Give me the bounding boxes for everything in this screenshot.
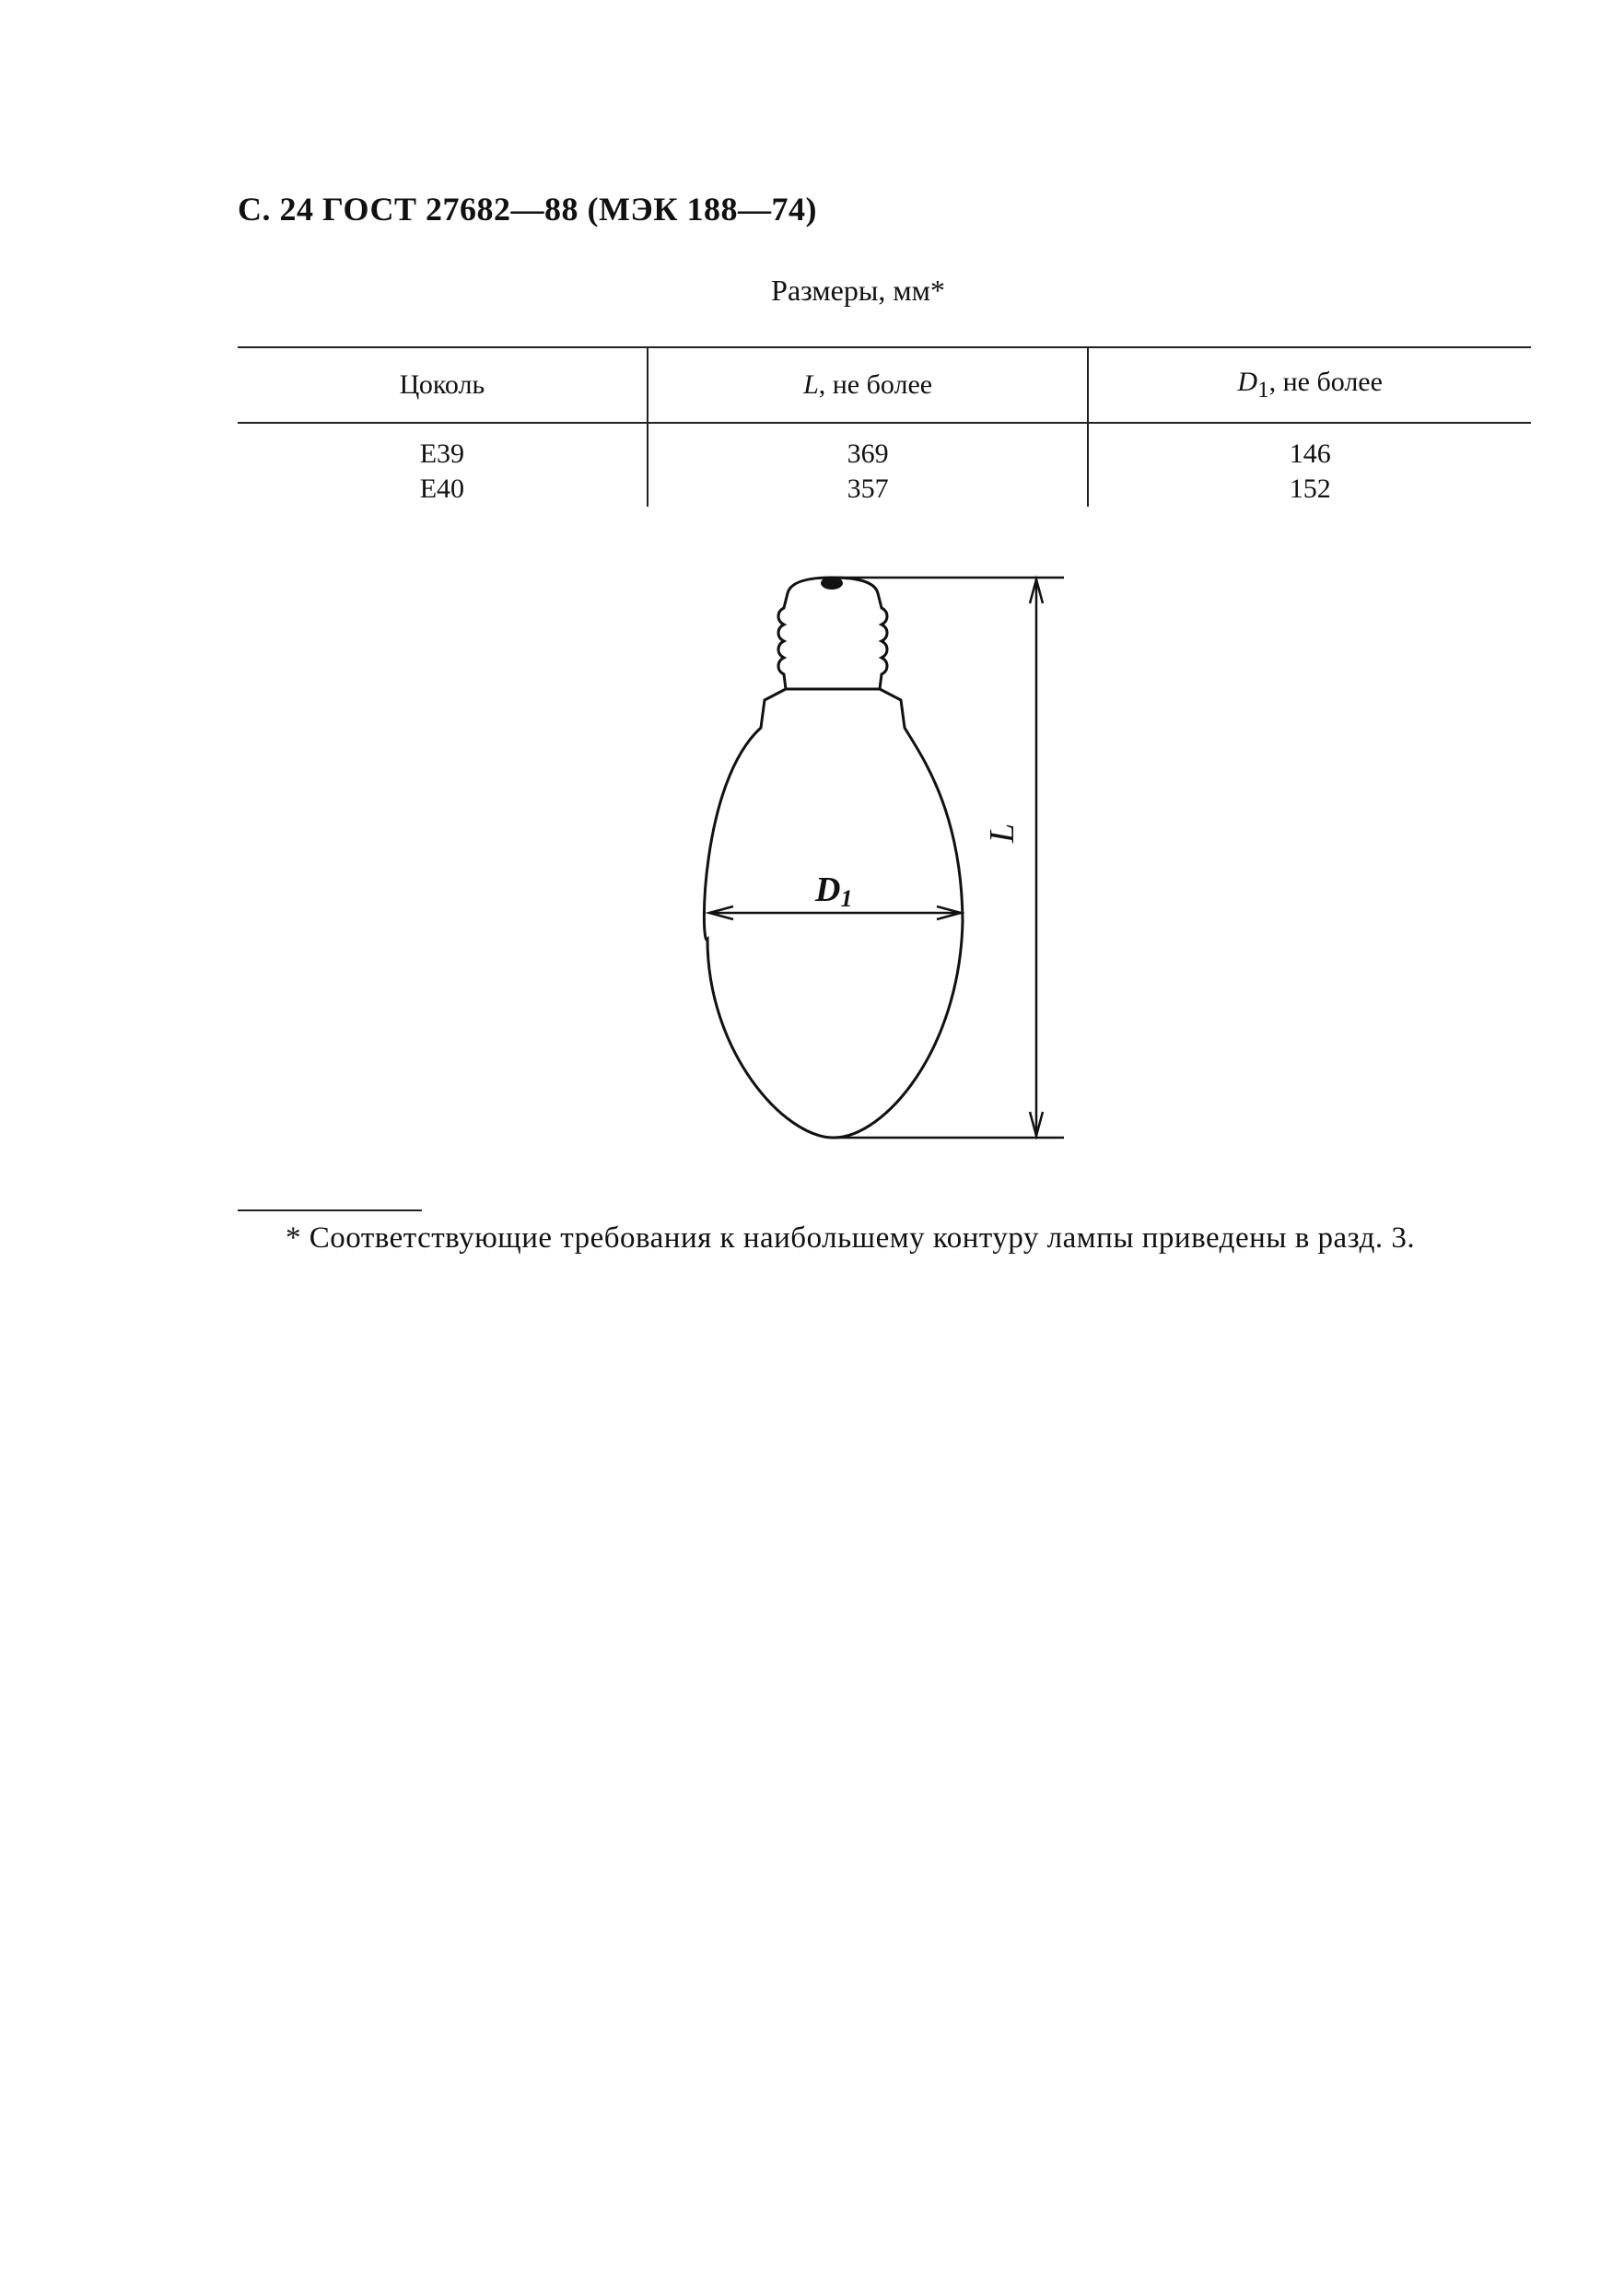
cell-base: E39 bbox=[238, 423, 648, 472]
cell-diameter: 146 bbox=[1289, 438, 1331, 469]
footnote: * Соответствующие требования к наибольшему контуру лампы приведены в разд. 3. bbox=[286, 1221, 1416, 1255]
diameter-label: D1 bbox=[815, 870, 853, 912]
cell-diameter: 152 bbox=[1289, 473, 1331, 504]
page-header: С. 24 ГОСТ 27682—88 (МЭК 188—74) bbox=[238, 191, 817, 228]
table-caption: Размеры, мм* bbox=[771, 274, 945, 307]
column-header-base: Цоколь bbox=[238, 347, 648, 423]
cell-length: 369 bbox=[648, 423, 1089, 472]
cell-base: E40 bbox=[238, 472, 648, 507]
cell-length: 357 bbox=[648, 472, 1089, 507]
column-header-length: L, не более bbox=[648, 347, 1089, 423]
lamp-outline bbox=[704, 578, 963, 1138]
footnote-rule bbox=[238, 1209, 422, 1211]
column-header-diameter: $D_1$, не более bbox=[1088, 347, 1531, 423]
length-label: L bbox=[983, 823, 1022, 843]
